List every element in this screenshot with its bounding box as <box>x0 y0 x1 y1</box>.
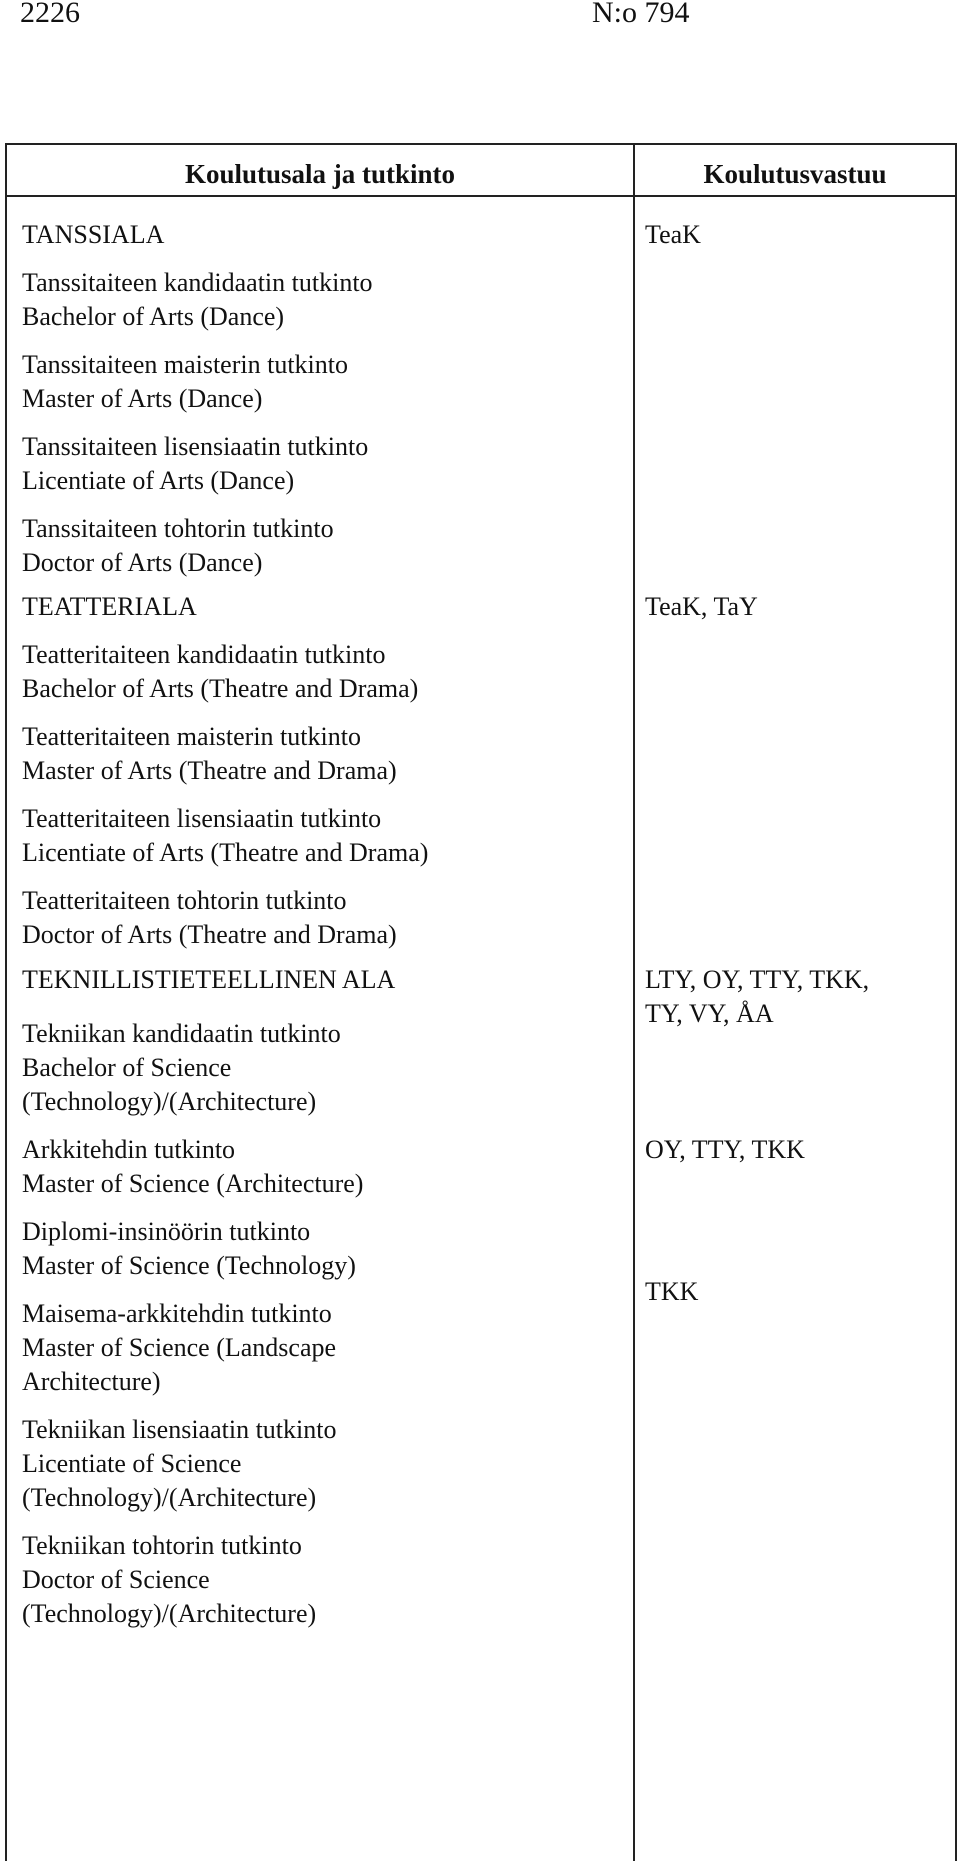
degree-entry <box>22 430 622 498</box>
degree-finnish: Teatteritaiteen tohtorin tutkinto <box>22 886 347 915</box>
degree-finnish: Tekniikan kandidaatin tutkinto <box>22 1019 341 1048</box>
degree-finnish: Maisema-arkkitehdin tutkinto <box>22 1299 332 1328</box>
degree-entry <box>22 348 622 416</box>
degree-english: Licentiate of Science <box>22 1449 242 1478</box>
degree-finnish: Teatteritaiteen kandidaatin tutkinto <box>22 640 386 669</box>
section-dance <box>22 218 622 594</box>
degree-entry <box>22 512 622 580</box>
section-technology <box>22 963 622 1645</box>
section-title: TEATTERIALA <box>22 592 197 621</box>
section-title: TANSSIALA <box>22 220 165 249</box>
degree-entry <box>22 1017 622 1119</box>
degree-english: Master of Arts (Dance) <box>22 384 263 413</box>
section-theatre <box>22 590 622 966</box>
degree-english: Bachelor of Arts (Dance) <box>22 302 285 331</box>
degree-finnish: Diplomi-insinöörin tutkinto <box>22 1217 311 1246</box>
responsibility-landscape <box>645 1275 945 1309</box>
degree-finnish: Tekniikan lisensiaatin tutkinto <box>22 1415 337 1444</box>
degree-finnish: Teatteritaiteen lisensiaatin tutkinto <box>22 804 382 833</box>
degree-entry <box>22 802 622 870</box>
degree-english: Master of Arts (Theatre and Drama) <box>22 756 397 785</box>
header-rule <box>7 195 955 197</box>
degree-entry <box>22 720 622 788</box>
document-number: N:o 794 <box>592 0 690 29</box>
degree-table <box>5 143 957 1861</box>
degree-finnish: Tekniikan tohtorin tutkinto <box>22 1531 302 1560</box>
degree-entry <box>22 1529 622 1631</box>
degree-english: Doctor of Arts (Dance) <box>22 548 263 577</box>
degree-english: Bachelor of Science <box>22 1053 232 1082</box>
degree-english: Doctor of Arts (Theatre and Drama) <box>22 920 397 949</box>
responsibility-text: TeaK, TaY <box>645 592 758 621</box>
header-field-and-degree: Koulutusala ja tutkinto <box>184 159 456 189</box>
page-number: 2226 <box>20 0 80 29</box>
degree-finnish: Tanssitaiteen lisensiaatin tutkinto <box>22 432 369 461</box>
degree-finnish: Tanssitaiteen kandidaatin tutkinto <box>22 268 373 297</box>
degree-finnish: Arkkitehdin tutkinto <box>22 1135 236 1164</box>
degree-entry <box>22 884 622 952</box>
degree-entry <box>22 1215 622 1283</box>
header-responsibility: Koulutusvastuu <box>703 159 887 189</box>
degree-english: (Technology)/(Architecture) <box>22 1483 317 1512</box>
degree-english: Licentiate of Arts (Theatre and Drama) <box>22 838 429 867</box>
responsibility-theatre <box>645 590 945 624</box>
degree-english: Architecture) <box>22 1367 161 1396</box>
degree-english: Master of Science (Architecture) <box>22 1169 364 1198</box>
degree-finnish: Tanssitaiteen tohtorin tutkinto <box>22 514 334 543</box>
responsibility-text: TKK <box>645 1277 699 1306</box>
degree-entry <box>22 1133 622 1201</box>
degree-english: (Technology)/(Architecture) <box>22 1599 317 1628</box>
responsibility-text: TeaK <box>645 220 701 249</box>
degree-english: Doctor of Science <box>22 1565 210 1594</box>
degree-entry <box>22 1297 622 1399</box>
responsibility-text: OY, TTY, TKK <box>645 1135 805 1164</box>
degree-english: Licentiate of Arts (Dance) <box>22 466 295 495</box>
degree-finnish: Teatteritaiteen maisterin tutkinto <box>22 722 361 751</box>
degree-entry <box>22 1413 622 1515</box>
responsibility-text: LTY, OY, TTY, TKK, <box>645 965 870 994</box>
degree-english: Master of Science (Landscape <box>22 1333 337 1362</box>
degree-entry <box>22 266 622 334</box>
degree-english: Bachelor of Arts (Theatre and Drama) <box>22 674 419 703</box>
responsibility-dance <box>645 218 945 252</box>
degree-entry <box>22 638 622 706</box>
degree-finnish: Tanssitaiteen maisterin tutkinto <box>22 350 349 379</box>
degree-english: (Technology)/(Architecture) <box>22 1087 317 1116</box>
responsibility-technology <box>645 963 945 1031</box>
section-title: TEKNILLISTIETEELLINEN ALA <box>22 965 396 994</box>
column-divider <box>633 145 635 1861</box>
responsibility-architecture <box>645 1133 945 1167</box>
responsibility-text: TY, VY, ÅA <box>645 999 774 1028</box>
degree-english: Master of Science (Technology) <box>22 1251 356 1280</box>
